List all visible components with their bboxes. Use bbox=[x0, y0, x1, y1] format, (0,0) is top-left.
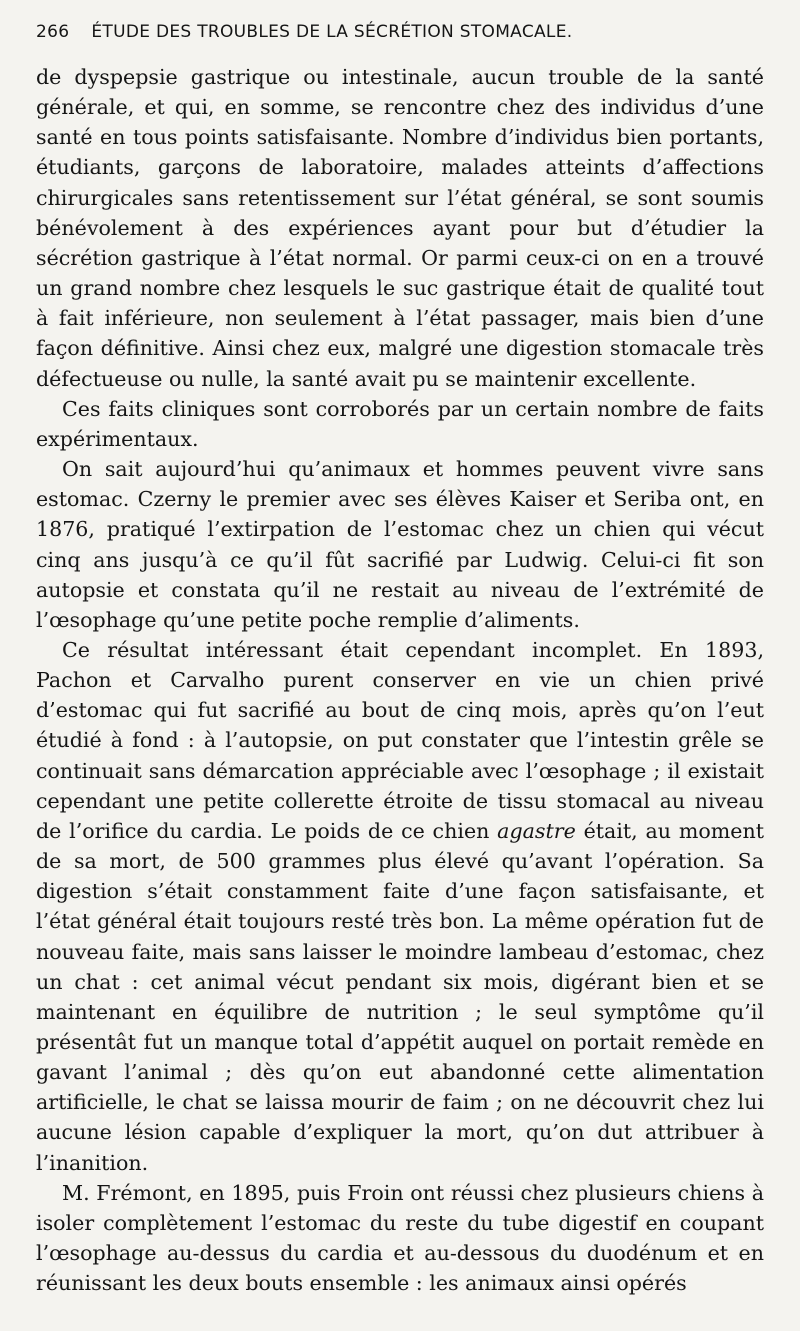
italic-term: agastre bbox=[497, 818, 576, 843]
paragraph-czerny: On sait aujourd’hui qu’animaux et hommes peuvent vivre sans estomac. Czerny le premier avec ses élèves Kaiser et Seriba ont, en 1876, pratiqué l’extirpation de l’estomac chez un chien qui vécut cinq ans jusqu’à ce qu’il fût sacrifié par Ludwig. Celui-ci fit son autopsie et constata qu’il ne restait au niveau de l’extrémité de l’œsophage qu’une petite poche remplie d’aliments. bbox=[36, 457, 764, 632]
paragraph-pachon-carvalho bbox=[36, 635, 764, 1178]
paragraph-text-start: Ce résultat intéressant était cependant incomplet. En 1893, Pachon et Carvalho purent conserver en vie un chien privé d’estomac qui fut sacrifié au bout de cinq mois, après qu’on l’eut étudié à fond : à l’autopsie, on put constater que l’intestin grêle se continuait sans démarcation appréciable avec l’œsophage ; il existait cependant une petite collerette étroite de tissu stomacal au niveau de l’orifice du cardia. Le poids de ce chien bbox=[36, 637, 764, 843]
paragraph-continued: de dyspepsie gastrique ou intestinale, aucun trouble de la santé générale, et qui, en somme, se rencontre chez des individus d’une santé en tous points satisfaisante. Nombre d’individus bien portants, étudiants, garçons de laboratoire, malades atteints d’affections chirurgicales sans retentissement sur l’état général, se sont soumis bénévolement à des expériences ayant pour but d’étudier la sécrétion gastrique à l’état normal. Or parmi ceux-ci on en a trouvé un grand nombre chez lesquels le suc gastrique était de qualité tout à fait inférieure, non seulement à l’état passager, mais bien d’une façon définitive. Ainsi chez eux, malgré une digestion stomacale très défectueuse ou nulle, la santé avait pu se maintenir excellente. bbox=[36, 65, 764, 391]
paragraph-text-end: était, au moment de sa mort, de 500 grammes plus élevé qu’avant l’opération. Sa digestion s’était constamment faite d’une façon satisfaisante, et l’état général était toujours resté très bon. La même opération fut de nouveau faite, mais sans laisser le moindre lambeau d’estomac, chez un chat : cet animal vécut pendant six mois, digérant bien et se maintenant en équilibre de nutrition ; le seul symptôme qu’il présentât fut un manque total d’appétit auquel on portait remède en gavant l’animal ; dès qu’on eut abandonné cette alimentation artificielle, le chat se laissa mourir de faim ; on ne découvrit chez lui aucune lésion capable d’expliquer la mort, qu’on dut attribuer à l’inanition. bbox=[36, 818, 764, 1175]
running-title: ÉTUDE DES TROUBLES DE LA SÉCRÉTION STOMACALE. bbox=[91, 22, 573, 42]
paragraph-fremont: M. Frémont, en 1895, puis Froin ont réussi chez plusieurs chiens à isoler complètement l’estomac du reste du tube digestif en coupant l’œsophage au-dessus du cardia et au-dessous du duodénum et en réunissant les deux bouts ensemble : les animaux ainsi opérés bbox=[36, 1180, 764, 1296]
paragraph-clinical-facts: Ces faits cliniques sont corroborés par un certain nombre de faits expérimentaux. bbox=[36, 396, 764, 451]
body-text bbox=[36, 62, 764, 1298]
running-head bbox=[36, 22, 764, 62]
page-number: 266 bbox=[36, 22, 70, 42]
